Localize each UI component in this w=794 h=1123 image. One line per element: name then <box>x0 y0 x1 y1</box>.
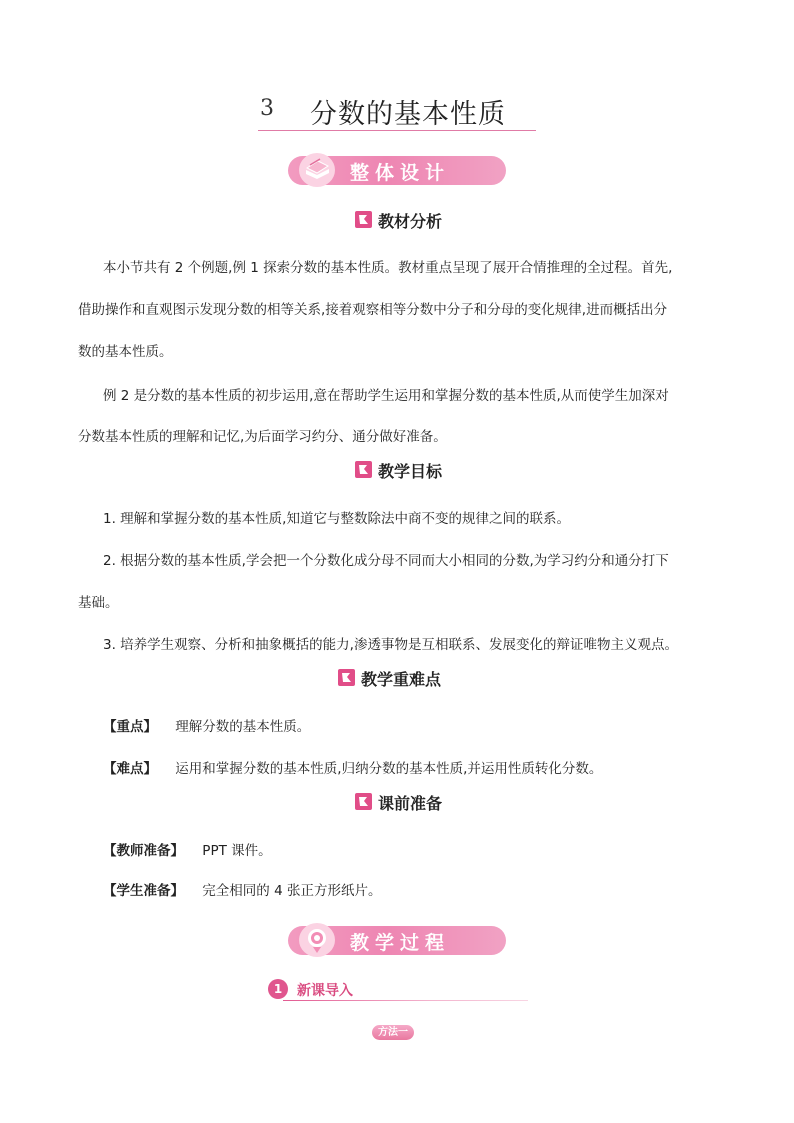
student-text: 完全相同的 4 张正方形纸片。 <box>202 883 382 899</box>
banner-label: 教学过程 <box>350 932 451 954</box>
target-icon <box>298 922 336 958</box>
goal-line: 1. 理解和掌握分数的基本性质,知道它与整数除法中商不变的规律之间的联系。 <box>103 511 570 527</box>
bookmark-icon <box>355 793 372 810</box>
book-icon <box>298 152 336 188</box>
paragraph-line: 借助操作和直观图示发现分数的相等关系,接着观察相等分数中分子和分母的变化规律,进而概括出分 <box>78 302 668 318</box>
method-badge: 方法一 <box>372 1025 414 1040</box>
section-heading-analysis <box>355 210 475 232</box>
key-point-row <box>103 715 745 735</box>
section-title: 教材分析 <box>378 212 443 231</box>
banner-teaching-process <box>288 926 506 955</box>
section-title: 教学目标 <box>378 462 443 481</box>
goal-line: 2. 根据分数的基本性质,学会把一个分数化成分母不同而大小相同的分数,为学习约分和通分打下 <box>103 553 669 569</box>
hard-tag: 【难点】 <box>103 761 157 777</box>
bookmark-icon <box>355 211 372 228</box>
bookmark-icon <box>355 461 372 478</box>
section-heading-goals <box>355 460 475 482</box>
step-number: 1 <box>268 979 288 999</box>
teacher-text: PPT 课件。 <box>202 843 272 859</box>
section-title: 教学重难点 <box>361 670 442 689</box>
hard-text: 运用和掌握分数的基本性质,归纳分数的基本性质,并运用性质转化分数。 <box>175 761 603 777</box>
hard-point-row <box>103 757 745 777</box>
title-number: 3 <box>260 96 274 121</box>
step-underline <box>283 1000 528 1001</box>
title-text: 分数的基本性质 <box>310 99 506 130</box>
bookmark-icon <box>338 669 355 686</box>
key-tag: 【重点】 <box>103 719 157 735</box>
student-prep-row <box>103 879 745 899</box>
teacher-prep-row <box>103 839 745 859</box>
paragraph-line: 分数基本性质的理解和记忆,为后面学习约分、通分做好准备。 <box>78 429 447 445</box>
banner-label: 整体设计 <box>350 162 451 184</box>
step-label: 新课导入 <box>297 983 353 999</box>
key-text: 理解分数的基本性质。 <box>175 719 311 735</box>
paragraph-line: 例 2 是分数的基本性质的初步运用,意在帮助学生运用和掌握分数的基本性质,从而使学生加深对 <box>103 388 669 404</box>
section-heading-prep <box>355 792 475 814</box>
paragraph-line: 本小节共有 2 个例题,例 1 探索分数的基本性质。教材重点呈现了展开合情推理的全过程。首先, <box>103 260 673 276</box>
paragraph-line: 数的基本性质。 <box>78 344 173 360</box>
goal-line: 基础。 <box>78 595 119 611</box>
section-heading-keypoints <box>338 668 478 690</box>
goal-line: 3. 培养学生观察、分析和抽象概括的能力,渗透事物是互相联系、发展变化的辩证唯物主义观点。 <box>103 637 678 653</box>
banner-overall-design <box>288 156 506 185</box>
page-title <box>258 90 536 131</box>
student-tag: 【学生准备】 <box>103 883 184 899</box>
section-title: 课前准备 <box>378 794 443 813</box>
teacher-tag: 【教师准备】 <box>103 843 184 859</box>
